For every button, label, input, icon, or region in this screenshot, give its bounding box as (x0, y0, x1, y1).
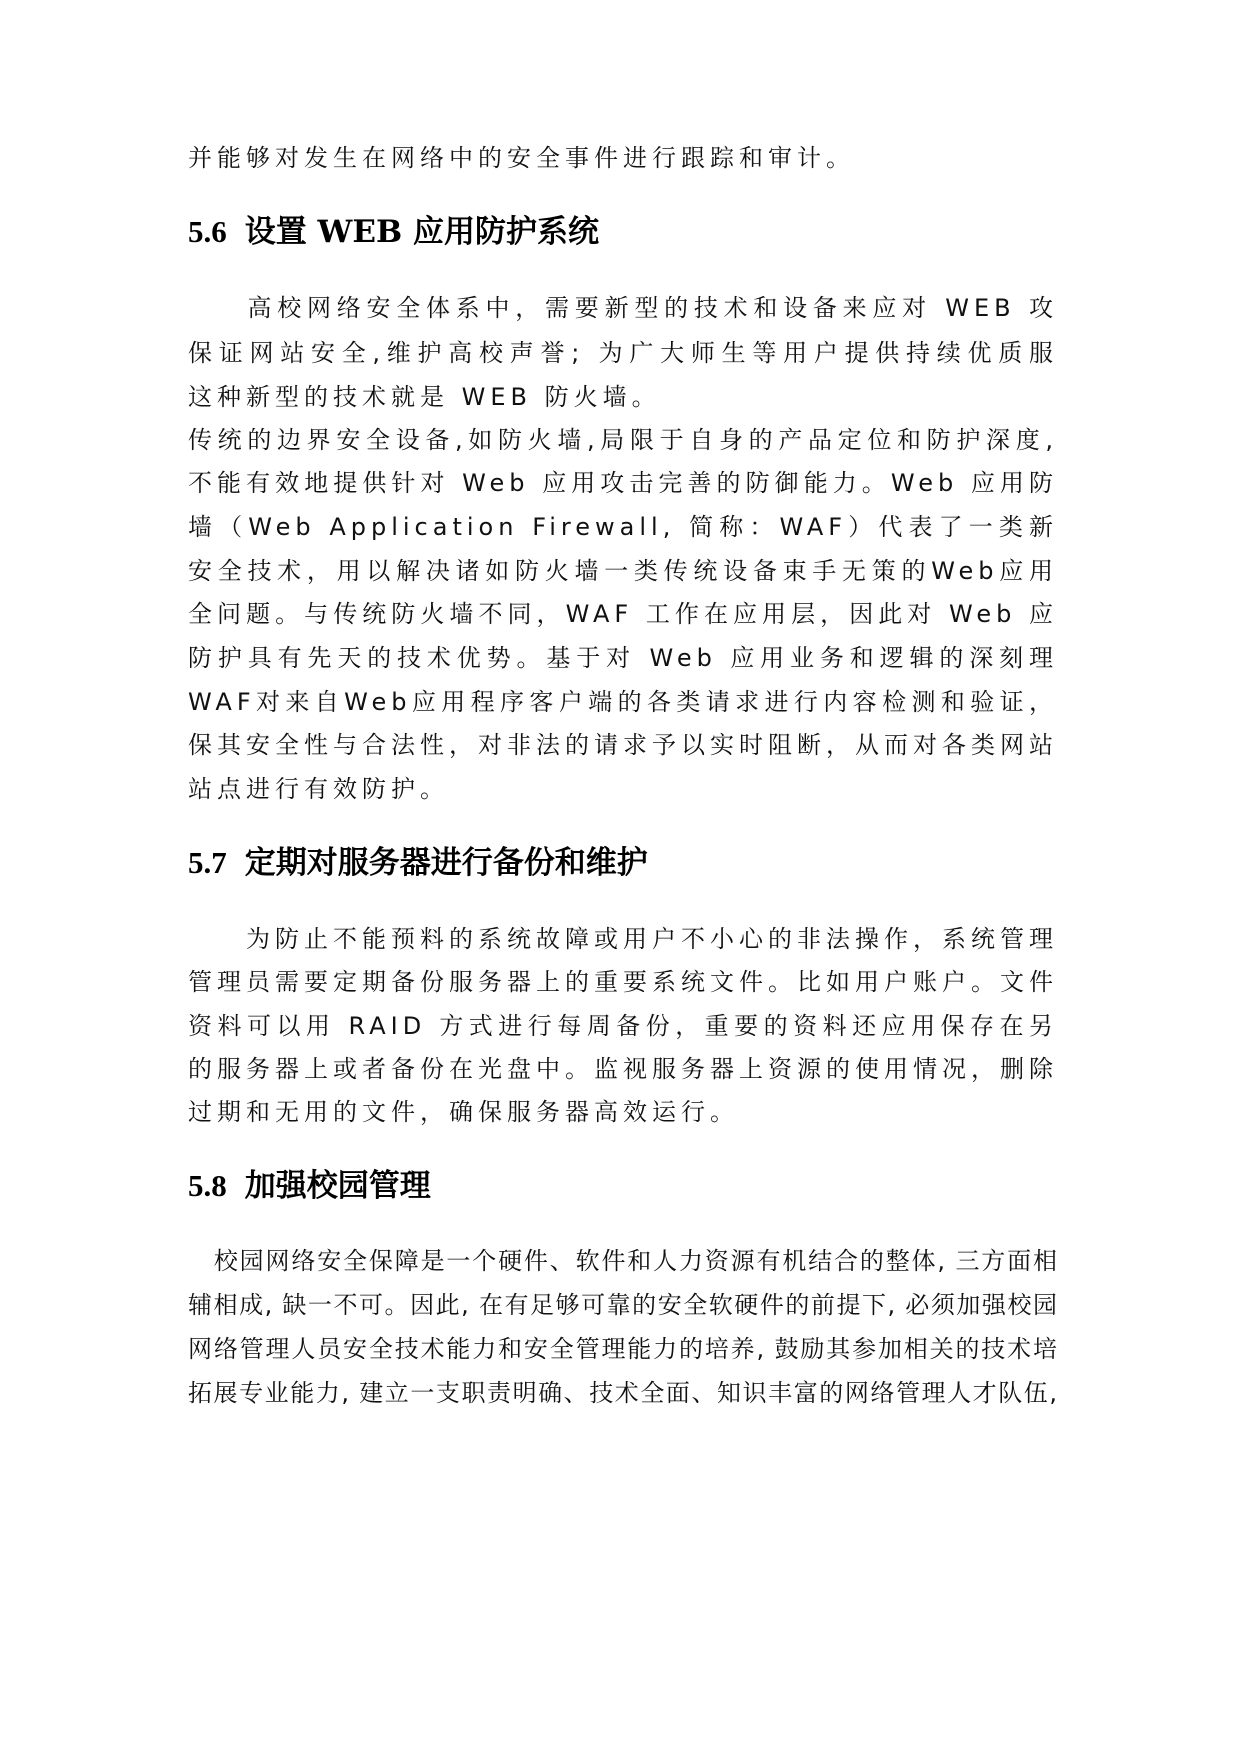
paragraph-line: 为防止不能预料的系统故障或用户不小心的非法操作，系统管理 (188, 925, 1058, 953)
paragraph-line: 传统的边界安全设备,如防火墙,局限于自身的产品定位和防护深度, (188, 426, 1058, 454)
paragraph-line: 站点进行有效防护。 (188, 775, 449, 803)
section-title: 加强校园管理 (244, 1168, 431, 1204)
paragraph-line: 校园网络安全保障是一个硬件、软件和人力资源有机结合的整体, 三方面相 (188, 1247, 1058, 1275)
paragraph-line: 过期和无用的文件，确保服务器高效运行。 (188, 1098, 739, 1126)
paragraph-line: 墙（Web Application Firewall, 简称：WAF）代表了一类新 (188, 513, 1058, 541)
section-title: 定期对服务器进行备份和维护 (244, 845, 648, 881)
paragraph-line: 不能有效地提供针对 Web 应用攻击完善的防御能力。Web 应用防 (188, 469, 1058, 497)
section-heading-5-7 (188, 843, 648, 883)
paragraph-line: 这种新型的技术就是 WEB 防火墙。 (188, 383, 661, 411)
paragraph-line: 安全技术，用以解决诸如防火墙一类传统设备束手无策的Web应用 (188, 557, 1058, 585)
paragraph-line: 保其安全性与合法性，对非法的请求予以实时阻断，从而对各类网站 (188, 731, 1058, 759)
paragraph-line: WAF对来自Web应用程序客户端的各类请求进行内容检测和验证， (188, 688, 1058, 716)
section-heading-5-6 (188, 212, 599, 252)
paragraph-line: 辅相成, 缺一不可。因此, 在有足够可靠的安全软硬件的前提下, 必须加强校园 (188, 1291, 1058, 1319)
section-heading-5-8 (188, 1166, 431, 1206)
paragraph-line: 全问题。与传统防火墙不同，WAF 工作在应用层，因此对 Web 应 (188, 600, 1058, 628)
paragraph-line: 网络管理人员安全技术能力和安全管理能力的培养, 鼓励其参加相关的技术培 (188, 1335, 1058, 1363)
section-number: 5.7 (188, 845, 227, 880)
section-number: 5.8 (188, 1168, 227, 1203)
paragraph-line: 资料可以用 RAID 方式进行每周备份，重要的资料还应用保存在另 (188, 1012, 1058, 1040)
paragraph-line: 的服务器上或者备份在光盘中。监视服务器上资源的使用情况，删除 (188, 1055, 1058, 1083)
section-number: 5.6 (188, 214, 227, 249)
paragraph-line: 高校网络安全体系中，需要新型的技术和设备来应对 WEB 攻 (247, 294, 1058, 322)
paragraph-line: 拓展专业能力, 建立一支职责明确、技术全面、知识丰富的网络管理人才队伍, (188, 1379, 1058, 1407)
paragraph-line: 管理员需要定期备份服务器上的重要系统文件。比如用户账户。文件 (188, 968, 1058, 996)
paragraph-line: 并能够对发生在网络中的安全事件进行跟踪和审计。 (188, 144, 855, 172)
paragraph-line: 防护具有先天的技术优势。基于对 Web 应用业务和逻辑的深刻理 (188, 644, 1058, 672)
section-title: 设置 WEB 应用防护系统 (244, 214, 599, 250)
paragraph-line: 保证网站安全,维护高校声誉; 为广大师生等用户提供持续优质服 (188, 339, 1058, 367)
